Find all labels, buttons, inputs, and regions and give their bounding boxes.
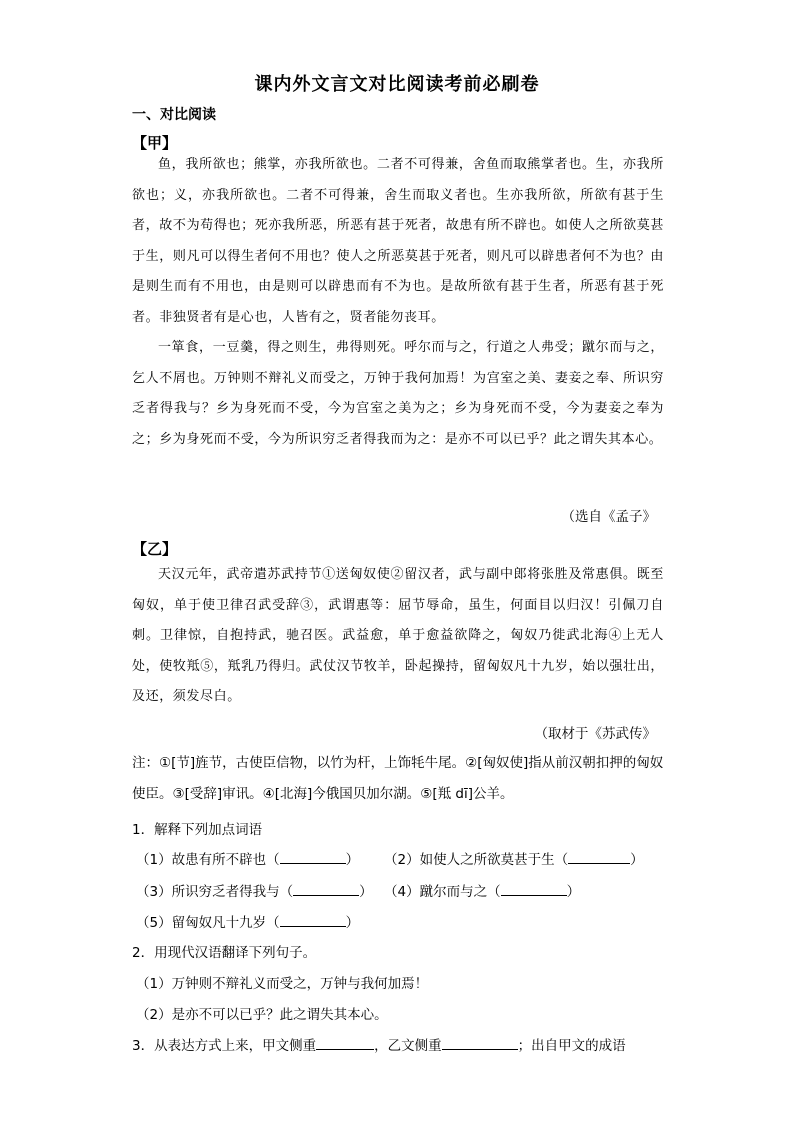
passage-jia-paragraph-1: 鱼，我所欲也；熊掌，亦我所欲也。二者不可得兼，舍鱼而取熊掌者也。生，亦我所欲也；义，亦我所欲也。二者不可得兼，舍生而取义者也。生亦我所欲，所欲有甚于生者，故不为苟得也；死亦我所恶，所恶有甚于死者，故患有所不辟也。如使人之所欲莫甚于生，则凡可以得生者何不用也？使人之所恶莫甚于死者，则凡可以辟患者何不为也？由是则生而有不用也，由是则可以辟患而有不为也。是故所欲有甚于生者，所恶有甚于死者。非独贤者有是心也，人皆有之，贤者能勿丧耳。 <box>132 157 664 325</box>
answer-blank[interactable] <box>316 1035 374 1050</box>
question-1-item-5: （5）留匈奴凡十九岁（ ） <box>136 911 359 931</box>
question-2-item-2: （2）是亦不可以已乎？此之谓失其本心。 <box>136 1007 388 1023</box>
question-2-stem: 2．用现代汉语翻译下列句子。 <box>132 945 317 961</box>
passage-jia-paragraph-2: 一箪食，一豆羹，得之则生，弗得则死。呼尔而与之，行道之人弗受；蹴尔而与之，乞人不屑也。万钟则不辩礼义而受之，万钟于我何加焉！为宫室之美、妻妾之奉、所识穷乏者得我与？乡为身死而不受，今为宫室之美为之；乡为身死而不受，今为妻妾之奉为之；乡为身死而不受，今为所识穷乏者得我而为之：是亦不可以已乎？此之谓失其本心。 <box>132 340 664 447</box>
question-2-item-1: （1）万钟则不辩礼义而受之，万钟与我何加焉！ <box>136 976 429 992</box>
label-jia: 【甲】 <box>132 134 178 152</box>
source-yi: （取材于《苏武传》 <box>534 726 656 742</box>
answer-blank[interactable] <box>568 849 630 864</box>
question-1-item-2: （2）如使人之所欲莫甚于生（ ） <box>384 848 644 868</box>
answer-blank[interactable] <box>280 912 346 927</box>
question-1-item-3: （3）所识穷乏者得我与（ ） <box>136 880 373 900</box>
passage-yi <box>132 560 664 713</box>
question-1-stem: 1．解释下列加点词语 <box>132 822 263 838</box>
answer-blank[interactable] <box>293 881 359 896</box>
question-1-item-1: （1）故患有所不辟也（ ） <box>136 848 359 868</box>
annotations: 注：①[节]旌节，古使臣信物，以竹为杆，上饰牦牛尾。②[匈奴使]指从前汉朝扣押的匈奴使臣。③[受辞]审讯。④[北海]今俄国贝加尔湖。⑤[羝 dī]公羊。 <box>132 755 664 802</box>
question-3: 3．从表达方式上来，甲文侧重 ，乙文侧重 ；出自甲文的成语 <box>132 1034 626 1054</box>
section-heading: 一、对比阅读 <box>132 107 216 123</box>
page-title: 课内外文言文对比阅读考前必刷卷 <box>254 74 540 95</box>
question-1-item-4: （4）蹴尔而与之（ ） <box>384 880 580 900</box>
answer-blank[interactable] <box>280 849 346 864</box>
answer-blank[interactable] <box>501 881 567 896</box>
label-yi: 【乙】 <box>132 540 178 558</box>
passage-yi-paragraph: 天汉元年，武帝遣苏武持节①送匈奴使②留汉者，武与副中郎将张胜及常惠俱。既至匈奴，单于使卫律召武受辞③，武谓惠等：屈节辱命，虽生，何面目以归汉！引佩刀自刺。卫律惊，自抱持武，驰召医。武益愈，单于愈益欲降之，匈奴乃徙武北海④上无人处，使牧羝⑤，羝乳乃得归。武仗汉节牧羊，卧起操持，留匈奴凡十九岁，始以强壮出，及还，须发尽白。 <box>132 567 664 704</box>
passage-jia <box>132 150 664 455</box>
source-jia: （选自《孟子》 <box>561 509 656 525</box>
answer-blank[interactable] <box>442 1035 518 1050</box>
